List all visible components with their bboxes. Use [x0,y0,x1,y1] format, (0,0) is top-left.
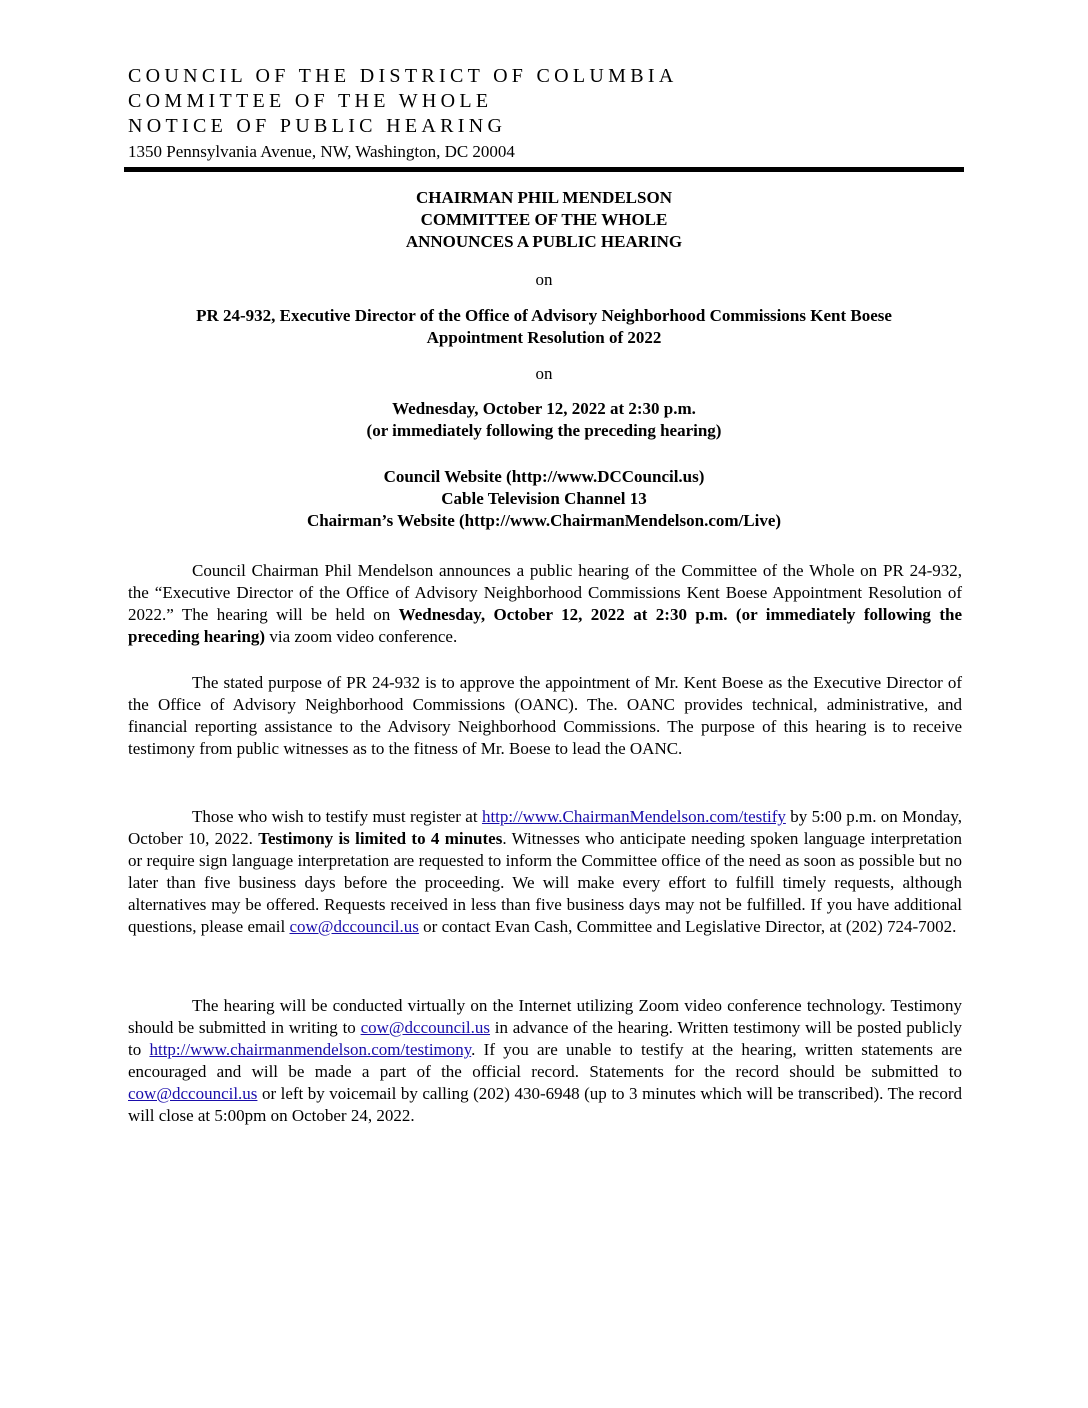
email-link[interactable]: cow@dccouncil.us [128,1084,258,1103]
resolution-title-line-2: Appointment Resolution of 2022 [426,328,662,347]
cable-channel: Cable Television Channel 13 [441,489,647,508]
committee-name: COMMITTEE OF THE WHOLE [128,90,493,112]
resolution-title-line-1: PR 24-932, Executive Director of the Office of Advisory Neighborhood Commissions Kent Boese [196,306,892,325]
paragraph-announcement [128,560,962,648]
council-name: COUNCIL OF THE DISTRICT OF COLUMBIA [128,65,678,87]
paragraph-text: . If you are unable to testify at the hearing, written statements are encouraged and will be made a part of the official record. Statements for the record should be submitted to [128,1040,962,1081]
paragraph-text: or contact Evan Cash, Committee and Legislative Director, at (202) 724-7002. [418,917,957,936]
paragraph-text: via zoom video conference. [265,627,458,646]
testimony-limit-bold: Testimony is limited to 4 minutes [258,829,503,848]
announce-line-2: COMMITTEE OF THE WHOLE [420,210,668,229]
council-address: 1350 Pennsylvania Avenue, NW, Washington, DC 20004 [128,142,515,161]
email-link[interactable]: cow@dccouncil.us [289,917,419,936]
council-website: Council Website (http://www.DCCouncil.us) [383,467,705,486]
paragraph-registration [128,806,962,938]
hearing-date: Wednesday, October 12, 2022 at 2:30 p.m. [392,399,696,418]
resolution-title [124,305,964,349]
paragraph-text: Council Chairman Phil Mendelson announces a public hearing of the Committee of the Whole on PR 24-932, the “Executive Director of the Office of Advisory Neighborhood Commissions Kent Boese Appointment Resolution of 2022.” The hearing will be held on [128,561,962,624]
announcement-block [124,187,964,253]
letterhead [128,64,964,163]
chairman-website: Chairman’s Website (http://www.ChairmanMendelson.com/Live) [306,511,782,530]
paragraph-text: The stated purpose of PR 24-932 is to approve the appointment of Mr. Kent Boese as the Executive Director of the Office of Advisory Neighborhood Commissions (OANC). The. OANC provides technical, administrative, and financial reporting assistance to the Advisory Neighborhood Commissions. The purpose of this hearing is to receive testimony from public witnesses as to the fitness of Mr. Boese to lead the OANC. [128,673,962,758]
testify-link[interactable]: http://www.ChairmanMendelson.com/testify [481,807,786,826]
paragraph-text: or left by voicemail by calling (202) 430-6948 (up to 3 minutes which will be transcribed). The record will close at 5:00pm on October 24, 2022. [128,1084,962,1125]
paragraph-text: Those who wish to testify must register at [192,807,482,826]
paragraph-virtual-hearing [128,995,962,1127]
paragraph-text: . Witnesses who anticipate needing spoken language interpretation or require sign language interpretation are requested to inform the Committee office of the need as soon as possible but no later than five business days before the proceeding. We will make every effort to fulfill timely requests, although alternatives may be offered. Requests received in less than five business days may not be fulfilled. If you have additional questions, please email [128,829,962,936]
announce-line-1: CHAIRMAN PHIL MENDELSON [416,188,672,207]
paragraph-text: by 5:00 p.m. on Monday, October 10, 2022. [128,807,962,848]
header-divider [124,167,964,172]
hearing-datetime [124,398,964,442]
viewing-options [124,466,964,532]
on-label-2: on [535,364,553,383]
hearing-time-bold: Wednesday, October 12, 2022 at 2:30 p.m. (or immediately following the preceding hearing) [128,605,963,646]
announce-line-3: ANNOUNCES A PUBLIC HEARING [405,232,683,251]
paragraph-text: in advance of the hearing. Written testimony will be posted publicly to [128,1018,962,1059]
hearing-date-note: (or immediately following the preceding hearing) [366,421,722,440]
on-label-1: on [535,270,553,289]
notice-title: NOTICE OF PUBLIC HEARING [128,115,507,137]
paragraph-purpose [128,672,962,760]
testimony-link[interactable]: http://www.chairmanmendelson.com/testimony [149,1040,472,1059]
email-link[interactable]: cow@dccouncil.us [360,1018,490,1037]
paragraph-text: The hearing will be conducted virtually on the Internet utilizing Zoom video conference technology. Testimony should be submitted in writing to [128,996,962,1037]
